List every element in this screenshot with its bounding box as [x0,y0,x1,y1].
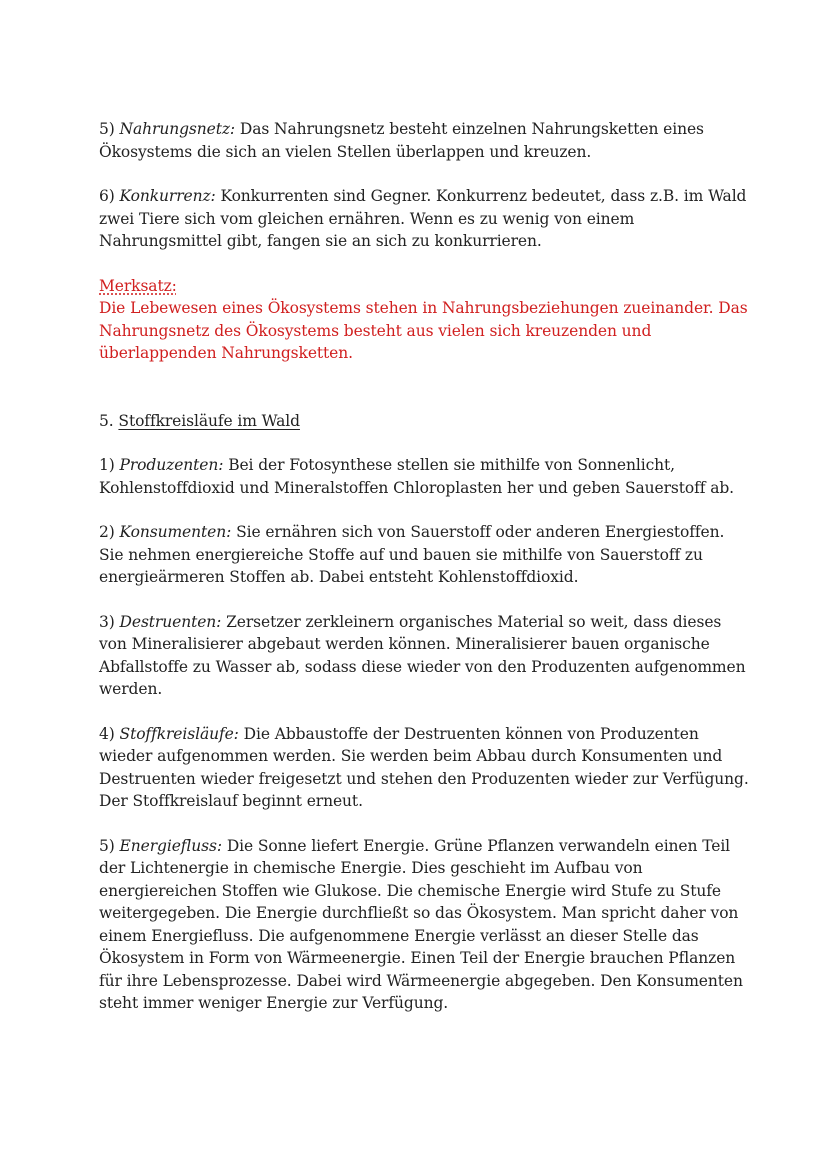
item-text: Zersetzer zerkleinern organisches Material so weit, dass dieses von Mineralisierer abgebaut werden können. Mineralisierer bauen organische Abfallstoffe zu Wasser ab, sodass diese wieder von den Produzenten aufgenommen werden. [99,612,746,698]
item-energiefluss [99,835,749,1015]
merksatz-title: Merksatz: [99,276,177,295]
section-heading [99,410,749,433]
item-term: Nahrungsnetz: [119,120,236,138]
item-number: 5) [99,120,115,138]
item-term: Energiefluss: [119,836,222,855]
item-term: Stoffkreisläufe: [119,724,239,743]
merksatz-text: Die Lebewesen eines Ökosystems stehen in Nahrungsbeziehungen zueinander. Das Nahrungsnetz des Ökosystems besteht aus vielen sich kreuzenden und überlappenden Nahrungsketten. [99,299,748,362]
item-number: 4) [99,724,115,743]
item-text: Die Abbaustoffe der Destruenten können von Produzenten wieder aufgenommen werden. Sie werden beim Abbau durch Konsumenten und Destruenten wieder freigesetzt und stehen den Produzenten wieder zur Verfügung. Der Stoffkreislauf beginnt erneut. [99,724,749,810]
item-nahrungsnetz [99,118,749,163]
item-number: 3) [99,612,115,631]
item-text: Das Nahrungsnetz besteht einzelnen Nahrungsketten eines Ökosystems die sich an vielen Stellen überlappen und kreuzen. [99,120,704,161]
item-stoffkreislaeufe [99,723,749,813]
item-term: Konsumenten: [119,523,232,541]
item-number: 5) [99,836,115,855]
section-title: Stoffkreisläufe im Wald [118,411,300,430]
item-text: Die Sonne liefert Energie. Grüne Pflanzen verwandeln einen Teil der Lichtenergie in chemische Energie. Dies geschieht im Aufbau von energiereichen Stoffen wie Glukose. Die chemische Energie wird Stufe zu Stufe weitergegeben. Die Energie durchfließt so das Ökosystem. Man spricht daher von einem Energiefluss. Die aufgenommene Energie verlässt an dieser Stelle das Ökosystem in Form von Wärmeenergie. Einen Teil der Energie brauchen Pflanzen für ihre Lebensprozesse. Dabei wird Wärmeenergie abgegeben. Den Konsumenten steht immer weniger Energie zur Verfügung. [99,836,743,1012]
item-number: 2) [99,523,115,541]
item-text: Konkurrenten sind Gegner. Konkurrenz bedeutet, dass z.B. im Wald zwei Tiere sich vom gleichen ernähren. Wenn es zu wenig von einem Nahrungsmittel gibt, fangen sie an sich zu konkurrieren. [99,187,747,250]
item-number: 6) [99,187,115,205]
item-destruenten [99,611,749,701]
item-text: Bei der Fotosynthese stellen sie mithilfe von Sonnenlicht, Kohlenstoffdioxid und Mineralstoffen Chloroplasten her und geben Sauerstoff ab. [99,456,735,497]
item-text: Sie ernähren sich von Sauerstoff oder anderen Energiestoffen. Sie nehmen energiereiche Stoffe auf und bauen sie mithilfe von Sauerstoff zu energieärmeren Stoffen ab. Dabei entsteht Kohlenstoffdioxid. [99,523,725,586]
item-produzenten [99,454,749,499]
item-konkurrenz [99,185,749,253]
item-konsumenten [99,521,749,589]
item-term: Destruenten: [119,612,222,631]
item-term: Konkurrenz: [119,187,216,205]
merksatz-block [99,275,749,365]
item-number: 1) [99,456,115,474]
section-number: 5. [99,411,114,430]
document-body [99,118,749,1037]
item-term: Produzenten: [119,456,224,474]
